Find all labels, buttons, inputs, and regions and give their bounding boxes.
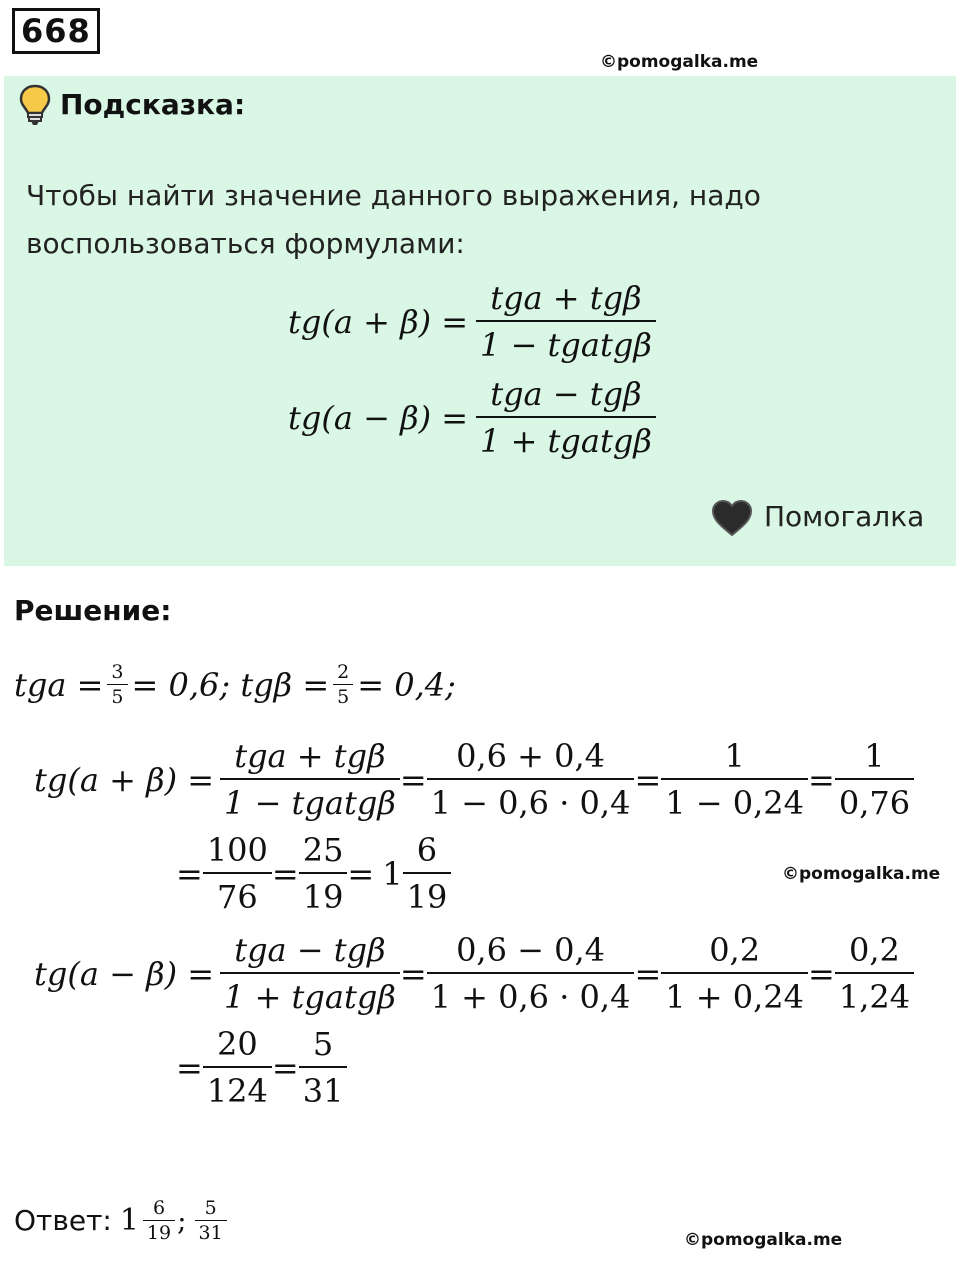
- equals-sign: =: [176, 1049, 203, 1087]
- numerator: 1: [661, 734, 808, 780]
- equals-sign: =: [399, 955, 427, 993]
- numerator: 0,6 − 0,4: [427, 928, 635, 974]
- tgb-value: = 0,4;: [357, 665, 456, 704]
- solution-sum-line-continued: [176, 828, 451, 920]
- solution-sum-line: [34, 734, 914, 826]
- denominator: 19: [406, 878, 448, 916]
- denominator: 1 + tgatgβ: [224, 978, 396, 1016]
- formula-fraction: [476, 276, 656, 368]
- formula-lhs: tg(a + β) =: [34, 761, 215, 799]
- denominator: 31: [198, 1222, 223, 1244]
- numerator: 3: [107, 660, 127, 685]
- mixed-whole: 1: [119, 1203, 139, 1238]
- tga-value: = 0,6; tgβ =: [131, 665, 330, 704]
- denominator: 1 − tgatgβ: [224, 784, 396, 822]
- hint-title: Подсказка:: [60, 88, 246, 121]
- denominator: 1,24: [838, 978, 911, 1016]
- solution-line-tangents: [14, 660, 456, 709]
- solution-diff-line: [34, 928, 914, 1020]
- numerator: 0,2: [661, 928, 808, 974]
- formula-lhs: tg(a − β) =: [288, 399, 469, 437]
- problem-number: 668: [12, 8, 100, 54]
- numerator: 0,2: [835, 928, 914, 974]
- denominator: 31: [302, 1072, 344, 1110]
- numerator: 20: [203, 1022, 272, 1068]
- hint-formula-diff: [288, 372, 656, 464]
- denominator: 76: [216, 878, 258, 916]
- denominator: 1 − 0,24: [665, 784, 805, 822]
- answer-line: [14, 1196, 227, 1245]
- numerator: tga + tgβ: [476, 276, 656, 322]
- fraction: [333, 660, 353, 709]
- numerator: 6: [143, 1196, 175, 1221]
- denominator: 0,76: [838, 784, 911, 822]
- watermark-bottom: ©pomogalka.me: [684, 1230, 843, 1250]
- denominator: 5: [337, 686, 350, 708]
- numerator: tga + tgβ: [220, 734, 400, 780]
- denominator: 124: [206, 1072, 268, 1110]
- denominator: 19: [146, 1222, 172, 1244]
- fraction: [195, 1196, 227, 1245]
- numerator: 0,6 + 0,4: [427, 734, 635, 780]
- formula-fraction: [476, 372, 656, 464]
- equals-sign: =: [808, 761, 835, 799]
- numerator: 5: [195, 1196, 227, 1221]
- brand-label: Помогалка: [764, 500, 925, 533]
- watermark-top: ©pomogalka.me: [600, 52, 759, 72]
- numerator: 5: [299, 1022, 348, 1068]
- tga-label: tga =: [14, 665, 104, 704]
- denominator: 19: [302, 878, 344, 916]
- denominator: 1 + 0,24: [665, 978, 805, 1016]
- equals-sign: =: [176, 855, 203, 893]
- equals-sign: =: [271, 1049, 299, 1087]
- equals-sign: =: [634, 761, 662, 799]
- fraction: [835, 928, 914, 1020]
- formula-lhs: tg(a + β) =: [288, 303, 469, 341]
- denominator: 5: [111, 686, 124, 708]
- equals-sign: =: [808, 955, 835, 993]
- denominator: 1 + 0,6 · 0,4: [430, 978, 631, 1016]
- fraction: [203, 828, 272, 920]
- mixed-whole: 1: [382, 855, 403, 893]
- numerator: tga − tgβ: [220, 928, 400, 974]
- equals-sign: =: [634, 955, 662, 993]
- fraction: [427, 928, 635, 1020]
- hint-formula-sum: [288, 276, 656, 368]
- denominator: 1 + tgatgβ: [480, 422, 652, 460]
- fraction: [835, 734, 914, 826]
- answer-label: Ответ:: [14, 1204, 112, 1237]
- denominator: 1 − tgatgβ: [480, 326, 652, 364]
- equals-sign: =: [347, 855, 375, 893]
- numerator: tga − tgβ: [476, 372, 656, 418]
- fraction: [661, 928, 808, 1020]
- heart-icon: [710, 498, 754, 538]
- fraction: [403, 828, 452, 920]
- denominator: 1 − 0,6 · 0,4: [430, 784, 631, 822]
- formula-lhs: tg(a − β) =: [34, 955, 215, 993]
- lightbulb-icon: [18, 84, 52, 126]
- hint-text: Чтобы найти значение данного выражения, надо воспользоваться формулами:: [26, 179, 761, 260]
- fraction: [299, 828, 348, 920]
- fraction: [661, 734, 808, 826]
- separator: ;: [177, 1204, 187, 1237]
- equals-sign: =: [271, 855, 299, 893]
- numerator: 1: [835, 734, 914, 780]
- numerator: 25: [299, 828, 348, 874]
- watermark-middle: ©pomogalka.me: [782, 864, 941, 884]
- solution-diff-line-continued: [176, 1022, 347, 1114]
- numerator: 2: [333, 660, 353, 685]
- equals-sign: =: [399, 761, 427, 799]
- numerator: 6: [403, 828, 452, 874]
- fraction: [220, 734, 400, 826]
- fraction: [299, 1022, 348, 1114]
- solution-title: Решение:: [14, 594, 172, 627]
- numerator: 100: [203, 828, 272, 874]
- fraction: [427, 734, 635, 826]
- fraction: [203, 1022, 272, 1114]
- fraction: [220, 928, 400, 1020]
- fraction: [107, 660, 127, 709]
- fraction: [143, 1196, 175, 1245]
